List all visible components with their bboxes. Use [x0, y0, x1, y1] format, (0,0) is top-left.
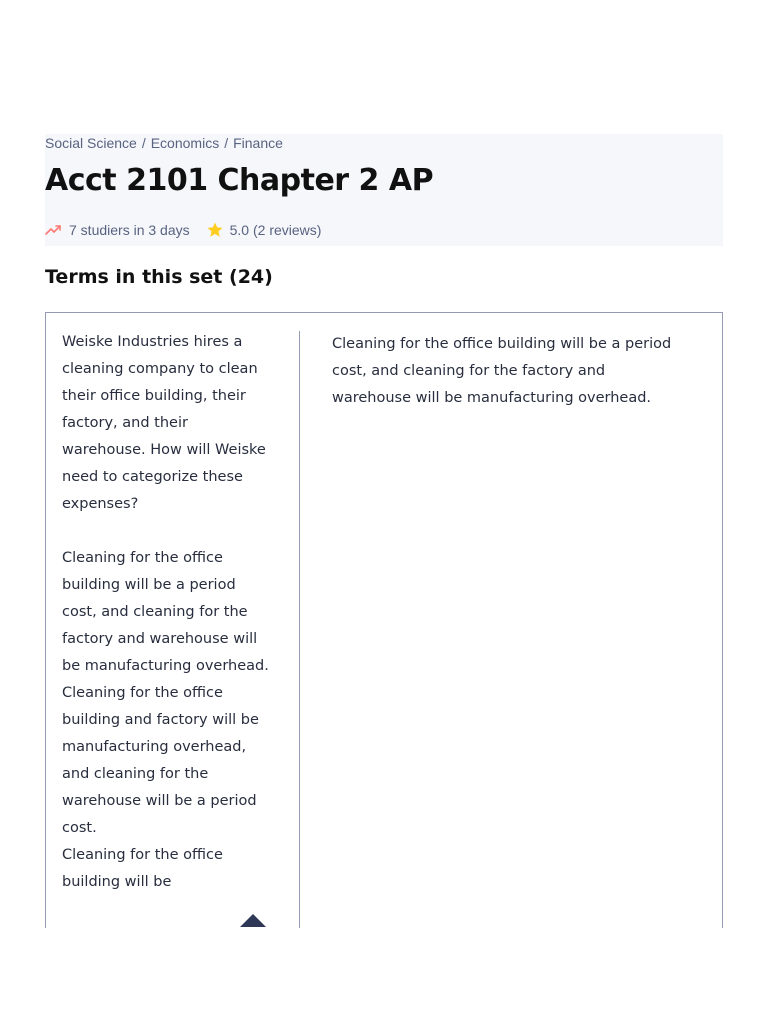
trending-up-icon	[45, 221, 63, 239]
page-title: Acct 2101 Chapter 2 AP	[45, 163, 434, 198]
term-option: Cleaning for the office building and factory will be manufacturing overhead, and cleaning for the warehouse will be a period cost.	[62, 685, 259, 836]
caret-up-icon[interactable]	[240, 914, 266, 927]
page-bottom-mask	[0, 928, 768, 1024]
term-option: Cleaning for the office building will be	[62, 847, 223, 890]
definition-side: Cleaning for the office building will be a period cost, and cleaning for the factory and warehouse will be manufacturing overhead.	[332, 336, 672, 406]
term-spacer	[62, 518, 272, 545]
studiers-count: 7 studiers in 3 days	[69, 222, 190, 238]
breadcrumb-separator: /	[141, 135, 146, 151]
star-icon	[206, 221, 224, 239]
breadcrumb-finance[interactable]: Finance	[233, 135, 283, 151]
breadcrumb-economics[interactable]: Economics	[150, 135, 220, 151]
breadcrumb-separator: /	[224, 135, 229, 151]
set-stats	[45, 220, 321, 240]
breadcrumb	[45, 135, 283, 151]
rating-text[interactable]: 5.0 (2 reviews)	[229, 222, 322, 238]
card-divider	[299, 331, 300, 953]
term-question: Weiske Industries hires a cleaning company to clean their office building, their factory, and their warehouse. How will Weiske need to categorize these expenses?	[62, 334, 266, 512]
terms-heading: Terms in this set (24)	[45, 266, 273, 288]
term-side	[62, 329, 272, 896]
breadcrumb-social-science[interactable]: Social Science	[45, 135, 137, 151]
term-card	[45, 312, 723, 953]
term-option: Cleaning for the office building will be a period cost, and cleaning for the factory and warehouse will be manufacturing overhead.	[62, 550, 269, 674]
